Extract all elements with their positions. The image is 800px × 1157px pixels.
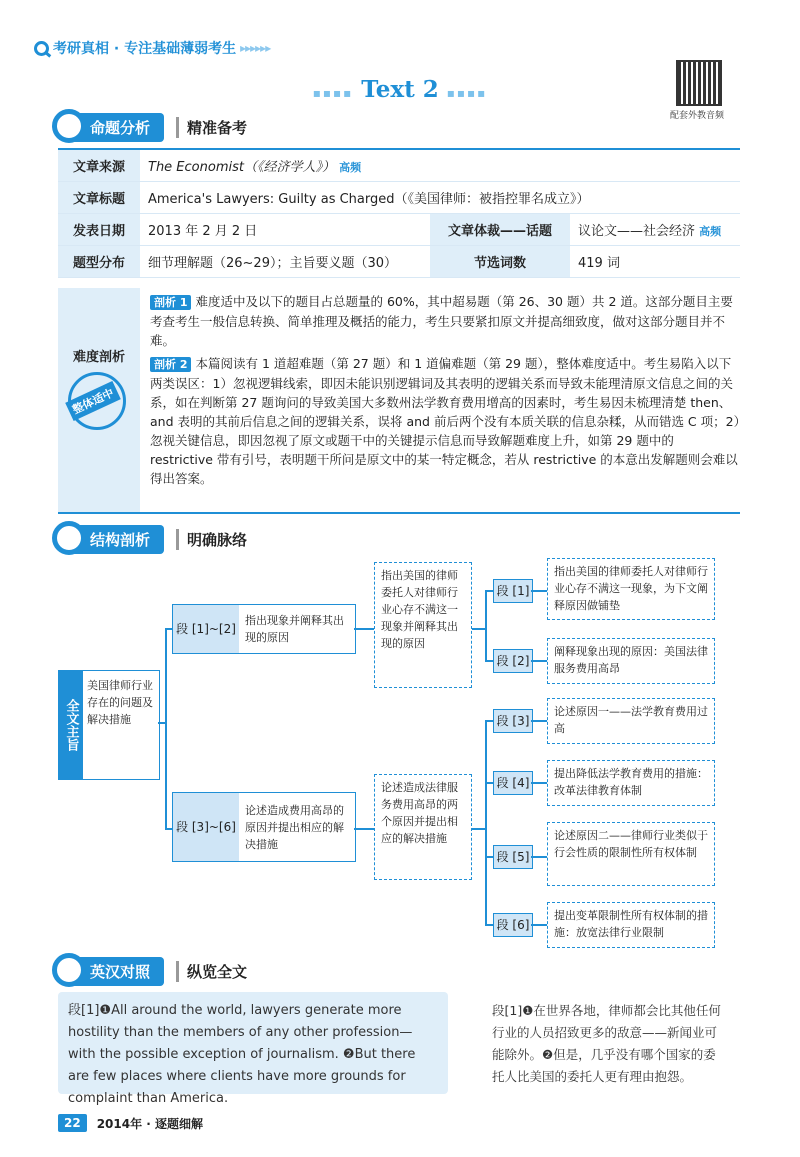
section-compare-title: 英汉对照: [90, 962, 151, 981]
leaf3-seg: 段 [3]: [493, 709, 533, 733]
difficulty-block: [58, 288, 740, 514]
overall-badge-text: 整体适中: [65, 381, 121, 421]
source-value: [140, 156, 361, 175]
difficulty-label-cell: [58, 288, 140, 512]
difficulty-body: [140, 288, 740, 512]
group2-box: [172, 792, 356, 862]
group1-box: [172, 604, 356, 654]
info-row-source: [58, 150, 740, 182]
date-label: 发表日期: [58, 214, 140, 245]
group2-note: 论述造成法律服务费用高昂的两个原因并提出相应的解决措施: [374, 774, 472, 880]
main-idea-box: [58, 670, 160, 780]
section-structure-sub: 明确脉络: [176, 529, 247, 550]
leaf5-text: 论述原因二——律师行业类似于行会性质的限制性所有权体制: [547, 822, 715, 886]
type-label: 题型分布: [58, 246, 140, 277]
qr-caption: 配套外教音频: [669, 111, 724, 121]
section-compare-header: [58, 956, 247, 986]
chinese-paragraph: 段[1]❶在世界各地，律师都会比其他任何行业的人员招致更多的敌意——新闻业可能除外。❷但是，几乎没有哪个国家的委托人比美国的委托人更有理由抱怨。: [492, 1003, 721, 1084]
p2-text: 本篇阅读有 1 道超难题（第 27 题）和 1 道偏难题（第 29 题），整体难度适中。考生易陷入以下两类误区：1）忽视逻辑线索，即因未能识别逻辑词及其表明的逻辑关系而导致未能理清原文信息之间的关系，如在判断第 27 题询问的导致美国大多数州法学教育费用增高的因素时，考生易因未梳理清楚 then、and 表明的其前后信息之间的逻辑关系，误将 and 前后两个没有本质关联的信息杂糅，从而错选 C 项；2）忽视关键信息，即因忽视了原文或题干中的关键提示信息而导致解题难度上升，如第 29 题中的 restrictive 带有引号，表明题干所问是原文中的某一特定概念，若从 restrictive 的本意出发解题则会难以得出答案。: [150, 356, 740, 486]
source-value-text: The Economist（《经济学人》）: [148, 160, 335, 175]
leaf4-seg: 段 [4]: [493, 771, 533, 795]
words-value: 419 词: [578, 256, 620, 271]
section-structure-title: 结构剖析: [90, 530, 151, 549]
section-q-icon: [52, 109, 86, 143]
difficulty-label: 难度剖析: [72, 350, 125, 365]
dots-right: ▪▪▪▪: [446, 86, 488, 100]
brand-q-icon: [34, 41, 49, 56]
leaf1-seg: 段 [1]: [493, 579, 533, 603]
footer-text: 2014年 · 逐题细解: [96, 1116, 204, 1131]
group1-text: 指出现象并阐释其出现的原因: [245, 614, 344, 644]
page-number: 22: [58, 1114, 87, 1132]
section-compare-pill: [58, 957, 164, 986]
title-value: America's Lawyers: Guilty as Charged（《美国律师：被指控罪名成立》）: [148, 192, 590, 207]
brand-header: [34, 38, 270, 58]
group1-seg: 段 [1]~[2]: [173, 605, 239, 653]
leaf1-text: 指出美国的律师委托人对律师行业心存不满这一现象，为下文阐释原因做铺垫: [547, 558, 715, 620]
main-idea-text: 美国律师行业存在的问题及解决措施: [83, 671, 159, 779]
genre-tag: 高频: [699, 225, 722, 238]
brand-text: 考研真相 · 专注基础薄弱考生: [53, 41, 237, 57]
genre-label: 文章体裁——话题: [430, 214, 570, 245]
leaf2-text: 阐释现象出现的原因：美国法律服务费用高昂: [547, 638, 715, 684]
info-row-type: [58, 246, 740, 278]
info-row-title: [58, 182, 740, 214]
difficulty-p1: [150, 292, 740, 350]
group2-seg: 段 [3]~[6]: [173, 793, 239, 861]
section-analysis-title: 命题分析: [90, 118, 151, 137]
title-label: 文章标题: [58, 182, 140, 213]
overall-badge-icon: [68, 372, 126, 430]
section-structure-header: [58, 524, 247, 554]
info-row-date: [58, 214, 740, 246]
info-table: [58, 148, 740, 278]
section-analysis-header: [58, 112, 247, 142]
genre-value-text: 议论文——社会经济: [578, 224, 696, 239]
section-analysis-pill: [58, 113, 164, 142]
section-analysis-sub: 精准备考: [176, 117, 247, 138]
dots-left: ▪▪▪▪: [312, 86, 354, 100]
leaf6-text: 提出变革限制性所有权体制的措施：放宽法律行业限制: [547, 902, 715, 948]
group2-text: 论述造成费用高昂的原因并提出相应的解决措施: [245, 803, 344, 851]
qr-code-icon[interactable]: [676, 60, 722, 106]
source-tag: 高频: [339, 161, 362, 174]
arrows-decoration: ▸▸▸▸▸▸: [240, 41, 271, 55]
group1-note: 指出美国的律师委托人对律师行业心存不满这一现象并阐释其出现的原因: [374, 562, 472, 688]
text-title-label: Text 2: [361, 76, 439, 103]
section-compare-sub: 纵览全文: [176, 961, 247, 982]
type-value: 细节理解题（26~29）；主旨要义题（30）: [148, 256, 398, 271]
leaf6-seg: 段 [6]: [493, 913, 533, 937]
main-idea-label: 全文主旨: [59, 671, 83, 779]
genre-value: [570, 220, 721, 239]
p2-tag: 剖析 2: [150, 357, 191, 372]
p1-tag: 剖析 1: [150, 295, 191, 310]
section-structure-pill: [58, 525, 164, 554]
words-label: 节选词数: [430, 246, 570, 277]
difficulty-p2: [150, 354, 740, 488]
leaf2-seg: 段 [2]: [493, 649, 533, 673]
leaf4-text: 提出降低法学教育费用的措施：改革法律教育体制: [547, 760, 715, 806]
page-footer: [58, 1114, 203, 1132]
leaf3-text: 论述原因一——法学教育费用过高: [547, 698, 715, 744]
english-paragraph: 段[1]❶All around the world, lawyers generate more hostility than the members of any other profession—with the possible exception of journalism. ❷But there are few places where clients have more grounds for complaint than America.: [58, 992, 448, 1094]
leaf5-seg: 段 [5]: [493, 845, 533, 869]
source-label: 文章来源: [58, 150, 140, 181]
date-value: 2013 年 2 月 2 日: [148, 224, 258, 239]
section-q-icon: [52, 953, 86, 987]
p1-text: 难度适中及以下的题目占总题量的 60%，其中超易题（第 26、30 题）共 2 道。这部分题目主要考查考生一般信息转换、简单推理及概括的能力，考生只要紧扣原文并提高细致度，做对这部分题目并不难。: [150, 294, 733, 348]
section-q-icon: [52, 521, 86, 555]
